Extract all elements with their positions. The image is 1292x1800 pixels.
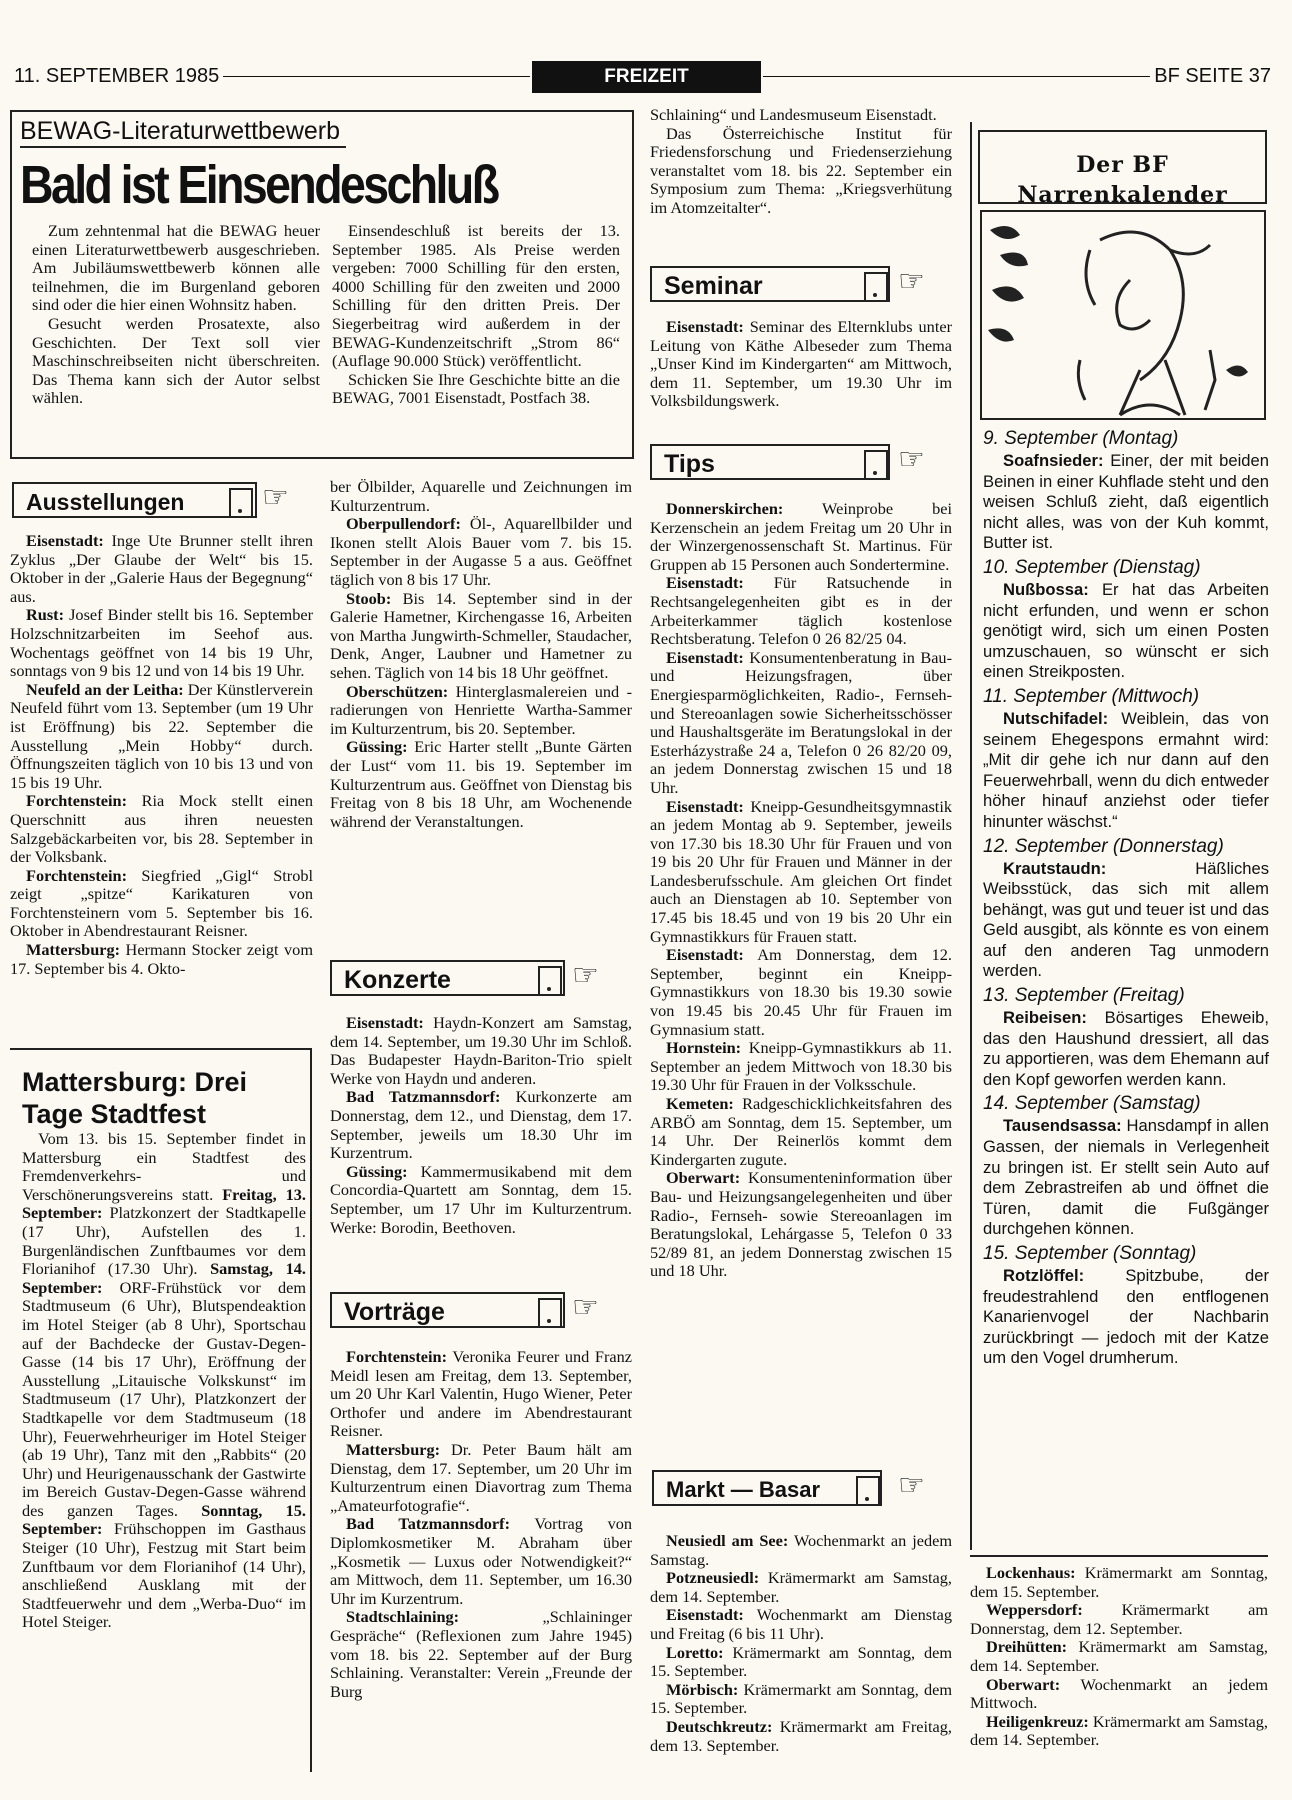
item-text: Wochenmarkt an jedem Mittwoch. bbox=[970, 1674, 1268, 1713]
kalender-definition: Hansdampf in allen Gassen, der niemals in Verlegenheit zu bringen ist. Er stellt sein Auto auf dem Zebrastreifen ab und öffnet die Türen, damit die Fußgänger durchgehen können. bbox=[983, 1116, 1269, 1239]
place-name: Heiligenkreuz: bbox=[986, 1711, 1089, 1731]
pointing-hand-icon: ☞ bbox=[572, 958, 599, 993]
kalender-text bbox=[983, 580, 1269, 683]
place-name: Güssing: bbox=[346, 1161, 408, 1181]
place-name: Stoob: bbox=[346, 588, 392, 608]
place-name: Mörbisch: bbox=[666, 1679, 739, 1699]
place-name: Eisenstadt: bbox=[666, 1605, 744, 1625]
label-square-icon bbox=[864, 272, 888, 302]
item-text: Konsumenteninformation über Bau- und Heizungsangelegenheiten und über Radio-, Fernseh- sowie Stereoanlagen im Beratungslokal, Lehárgasse 5, Telefon 0 33 52/89 81, an jedem Donnerstag zwischen 15 und 18 Uhr. bbox=[650, 1168, 952, 1281]
list-item bbox=[650, 574, 952, 648]
vortraege-list bbox=[330, 1348, 632, 1701]
bewag-col-right bbox=[332, 222, 620, 408]
mattersburg-headline: Mattersburg: Drei Tage Stadtfest bbox=[22, 1067, 248, 1129]
bewag-article bbox=[10, 110, 634, 459]
bewag-kicker: BEWAG-Literaturwettbewerb bbox=[20, 116, 346, 148]
place-name: Donnerskirchen: bbox=[666, 499, 784, 518]
list-item bbox=[10, 606, 313, 680]
place-name: Mattersburg: bbox=[346, 1439, 441, 1459]
place-name: Deutschkreutz: bbox=[666, 1716, 773, 1736]
day-saturday: Samstag, 14. September: bbox=[22, 1259, 306, 1297]
list-item bbox=[330, 1608, 632, 1701]
kalender-day: 9. September (Montag) bbox=[983, 428, 1179, 449]
label-text: Seminar bbox=[664, 272, 763, 300]
pointing-hand-icon: ☞ bbox=[572, 1290, 599, 1325]
item-text: Für Ratsuchende in Rechtsangelegenheiten gibt es in der Arbeiterkammer täglich kostenlose Rechtsberatung. Telefon 0 26 82/25 04. bbox=[650, 573, 952, 649]
list-item bbox=[330, 515, 632, 589]
kalender-text bbox=[983, 859, 1269, 983]
bewag-paragraph: Zum zehntenmal hat die BEWAG heuer einen Literaturwettbewerb ausgeschrieben. Am Jubiläumswettbewerb können alle teilnehmen, die im Burgenland geboren sind oder die hier einen Wohnsitz haben. bbox=[32, 221, 320, 315]
label-text: Vorträge bbox=[344, 1298, 445, 1326]
kalender-day: 12. September (Donnerstag) bbox=[983, 835, 1224, 857]
label-tips bbox=[650, 444, 890, 480]
kalender-word: Nußbossa: bbox=[1003, 579, 1089, 599]
label-text: Markt — Basar bbox=[666, 1477, 821, 1502]
kalender-word: Reibeisen: bbox=[1003, 1008, 1087, 1028]
ausstellungen-col2 bbox=[330, 478, 632, 831]
friday-text: Platzkonzert der Stadtkapelle (17 Uhr), Aufstellen des 1. Burgenländischen Zunftbaumes vor dem Florianihof (17.30 Uhr). bbox=[22, 1203, 306, 1279]
place-name: Eisenstadt: bbox=[666, 945, 744, 965]
kalender-definition: Spitzbube, der freudestrahlend den entflogenen Kanarienvogel der Nachbarin zurückbringt — jedoch mit der Katze um den Vogel drumherum. bbox=[983, 1266, 1269, 1368]
place-name: Forchtenstein: bbox=[346, 1347, 447, 1366]
bewag-paragraph: Schicken Sie Ihre Geschichte bitte an die BEWAG, 7001 Eisenstadt, Postfach 38. bbox=[332, 369, 620, 408]
kalender-text bbox=[983, 451, 1269, 554]
kalender-definition: Bösartiges Eheweib, das den Haushund dressiert, all das zu apportieren, was dem Ehemann auf den Kopf geworfen werden kann. bbox=[983, 1008, 1269, 1089]
list-item bbox=[330, 738, 632, 831]
item-text: Das Österreichische Institut für Friedensforschung und Friedenserziehung veranstaltet vom 18. bis 22. September ein Symposium zum Thema: „Kriegsverhütung im Atomzeitalter“. bbox=[650, 123, 952, 217]
item-text: Krämermarkt am Samstag, dem 14. September. bbox=[970, 1637, 1268, 1675]
place-name: Dreihütten: bbox=[986, 1637, 1068, 1657]
place-name: Forchtenstein: bbox=[26, 865, 127, 885]
kalender-day: 15. September (Sonntag) bbox=[983, 1243, 1197, 1264]
kalender-entry bbox=[983, 556, 1269, 683]
list-item bbox=[650, 500, 952, 574]
kalender-entry bbox=[983, 685, 1269, 833]
section-title: FREIZEIT bbox=[532, 61, 761, 93]
item-text: Josef Binder stellt bis 16. September Holzschnitzarbeiten im Seehof aus. Wochentags geöffnet von 14 bis 19 Uhr, sonntags von 9 bis 12 und von 14 bis 19 Uhr. bbox=[10, 605, 313, 681]
item-text: Konsumentenberatung in Bau- und Heizungsfragen, über Energiesparmöglichkeiten, Radio-, Fernseh- und Stereoanlagen sowie Sicherheitsschösser und Haushaltsgeräte im Beratungslokal in der Esterházystraße 24 a, Telefon 0 26 82/20 09, an jedem Donnerstag zwischen 15 und 18 Uhr. bbox=[650, 647, 952, 797]
item-text: Öl-, Aquarellbilder und Ikonen stellt Alois Bauer vom 7. bis 15. September in der Augasse 5 a aus. Geöffnet täglich von 8 bis 17 Uhr. bbox=[330, 514, 632, 589]
pointing-hand-icon: ☞ bbox=[898, 1468, 925, 1503]
place-name: Mattersburg: bbox=[26, 940, 121, 960]
day-friday: Freitag, 13. September: bbox=[22, 1184, 306, 1223]
col4-divider bbox=[970, 1555, 1268, 1557]
list-item bbox=[10, 681, 313, 793]
item-text: Hermann Stocker zeigt vom 17. September bis 4. Okto- bbox=[10, 940, 313, 978]
place-name: Neusiedl am See: bbox=[666, 1531, 789, 1550]
place-name: Loretto: bbox=[666, 1642, 724, 1662]
ausstellungen-col1 bbox=[10, 532, 313, 978]
kalender-entry bbox=[983, 1092, 1269, 1240]
label-square-icon bbox=[538, 966, 562, 996]
kalender-day: 11. September (Mittwoch) bbox=[983, 685, 1200, 707]
list-item bbox=[650, 1569, 952, 1606]
item-text: Krämermarkt am Sonntag, dem 15. September. bbox=[970, 1563, 1268, 1601]
kalender-definition: Einer, der mit beiden Beinen in einer Kuhflade steht und den weisen Schluß zieht, daß eigentlich nicht alles, was von der Kuh kommt, Butter ist. bbox=[983, 451, 1269, 553]
item-text: „Schlaininger Gespräche“ (Reflexionen zum Jahre 1945) vom 18. bis 22. September auf der Burg Schlaining. Veranstalter: Verein „Freunde der Burg bbox=[330, 1607, 632, 1701]
item-text: Siegfried „Gigl“ Strobl zeigt „spitze“ Karikaturen von Forchtensteinern vom 5. September bis 16. Oktober in Abendrestaurant Reisner. bbox=[10, 865, 313, 941]
list-item bbox=[330, 1163, 632, 1237]
list-item bbox=[650, 1169, 952, 1281]
kalender-text bbox=[983, 1116, 1269, 1240]
konzerte-list bbox=[330, 1014, 632, 1237]
item-text: Der Künstlerverein Neufeld führt vom 13. September (um 19 Uhr ist Eröffnung) bis 22. September die Ausstellung „Mein Hobby“ durch. Öffnungszeiten täglich von 10 bis 13 und von 15 bis 19 Uhr. bbox=[10, 679, 313, 792]
place-name: Potzneusiedl: bbox=[666, 1568, 760, 1588]
label-square-icon bbox=[538, 1298, 562, 1328]
item-text: Hinterglasmalereien und -radierungen von Henriette Wartha-Sammer im Kulturzentrum, bis 20. September. bbox=[330, 681, 632, 738]
list-item bbox=[650, 1039, 952, 1095]
narrenkalender-entries bbox=[983, 425, 1269, 1369]
item-text: Inge Ute Brunner stellt ihren Zyklus „Der Glaube der Welt“ bis 15. Oktober in der „Galerie Haus der Begegnung“ aus. bbox=[10, 531, 313, 606]
kalender-entry bbox=[983, 984, 1269, 1090]
kalender-day: 13. September (Freitag) bbox=[983, 985, 1185, 1007]
page-header bbox=[10, 64, 1275, 88]
place-name: Eisenstadt: bbox=[666, 317, 744, 336]
item-text: Kneipp-Gesundheitsgymnastik an jedem Montag ab 9. September, jeweils von 17.30 bis 18.30 Uhr für Frauen und von 19 bis 20 Uhr für Frauen und Männer in der Landesberufsschule. Am gleichen Ort findet auch an Dienstagen ab 10. September von 17.45 bis 18.45 und von 19 bis 20 Uhr ein Gymnastikkurs für Frauen statt. bbox=[650, 796, 952, 946]
label-seminar bbox=[650, 266, 890, 302]
item-text: Krämermarkt am Sonntag, dem 15. September. bbox=[650, 1642, 952, 1681]
item-text: Kneipp-Gymnastikkurs ab 11. September an jedem Mittwoch von 18.30 bis 19.30 Uhr für Frauen in der Volksschule. bbox=[650, 1038, 952, 1095]
list-item bbox=[10, 532, 313, 606]
item-text: Bis 14. September sind in der Galerie Hametner, Kirchengasse 16, Arbeiten von Martha Jungwirth-Schmeller, Staudacher, Denk, Anger, Laubner und Hametner zu sehen. Täglich von 14 bis 18 Uhr geöffnet. bbox=[330, 588, 632, 682]
label-markt bbox=[652, 1470, 882, 1506]
label-square-icon bbox=[856, 1476, 880, 1506]
item-text: Ria Mock stellt einen Querschnitt aus ihren neuesten Salzgebäckarbeiten vor, bis 28. September in der Volksbank. bbox=[10, 791, 313, 867]
label-ausstellungen bbox=[12, 482, 257, 518]
bewag-headline: Bald ist Einsendeschluß bbox=[20, 155, 498, 215]
kalender-text bbox=[983, 1008, 1269, 1090]
place-name: Lockenhaus: bbox=[986, 1563, 1076, 1582]
pointing-hand-icon: ☞ bbox=[262, 480, 289, 515]
narrenkalender-illustration bbox=[980, 210, 1266, 420]
item-text: Krämermarkt am Donnerstag, dem 12. September. bbox=[970, 1600, 1268, 1638]
item-text: Dr. Peter Baum hält am Dienstag, dem 17. September, um 20 Uhr im Kulturzentrum einen Diavortrag zum Thema „Amateurfotografie“. bbox=[330, 1439, 632, 1515]
place-name: Forchtenstein: bbox=[26, 791, 127, 811]
sunday-text: Frühschoppen im Gasthaus Steiger (10 Uhr), Festzug mit Start beim Zunftbaum vor dem Florianihof (14 Uhr), anschließend Ausklang mit der Stadtfeuerwehr und dem „Werba-Duo“ im Hotel Steiger. bbox=[22, 1519, 306, 1632]
saturday-text: ORF-Frühstück vor dem Stadtmuseum (6 Uhr), Blutspendeaktion im Hotel Steiger (ab 8 Uhr), Sportschau auf der Bachdecke der Gustav-Degen-Gasse (14 bis 17 Uhr), Eröffnung der Ausstellung „Litauische Volkskunst“ im Stadtmuseum (17 Uhr), Platzkonzert der Stadtkapelle vor dem Stadtmuseum (18 Uhr), Feuerwehrheuriger im Hotel Steiger (ab 19 Uhr), Tanz mit den „Rabbits“ (20 Uhr) und Heurigenausschank der Gastwirte im Bereich Gustav-Degen-Gasse während des ganzen Tages. bbox=[22, 1277, 306, 1520]
col3-top bbox=[650, 106, 952, 218]
kalender-word: Rotzlöffel: bbox=[1003, 1266, 1085, 1285]
kalender-day: 10. September (Dienstag) bbox=[983, 556, 1201, 578]
list-item bbox=[330, 1088, 632, 1162]
item-text: Eric Harter stellt „Bunte Gärten der Lust“ vom 11. bis 19. September im Kulturzentrum aus. Geöffnet von Dienstag bis Freitag von 8 bis 18 Uhr, am Wochenende während der Veranstaltungen. bbox=[330, 737, 632, 831]
item-text: Krämermarkt am Samstag, dem 14. September. bbox=[970, 1711, 1268, 1750]
place-name: Weppersdorf: bbox=[986, 1600, 1083, 1620]
list-item bbox=[650, 318, 952, 411]
item-text: Seminar des Elternklubs unter Leitung von Käthe Albeseder zum Thema „Unser Kind im Kindergarten“ am Mittwoch, dem 11. September, um 19.30 Uhr im Volksbildungswerk. bbox=[650, 317, 952, 411]
kalender-definition: Weiblein, das von seinem Ehegespons ermahnt wird: „Mit dir gehe ich nur dann auf den Feuerwehrball, wenn du dich entweder höher hinauf anziehst oder tiefer hinunter wäschst.“ bbox=[983, 708, 1269, 831]
place-name: Eisenstadt: bbox=[666, 647, 744, 667]
mattersburg-body bbox=[22, 1130, 306, 1632]
list-item bbox=[650, 649, 952, 798]
label-square-icon bbox=[229, 488, 253, 518]
list-item bbox=[330, 1441, 632, 1515]
item-text: Kammermusikabend mit dem Concordia-Quartett am Sonntag, dem 15. September, um 17 Uhr im Kulturzentrum. Werke: Borodin, Beethoven. bbox=[330, 1161, 632, 1237]
place-name: Neufeld an der Leitha: bbox=[26, 679, 184, 699]
jester-figure-icon bbox=[1078, 232, 1215, 415]
place-name: Oberwart: bbox=[986, 1674, 1061, 1694]
label-konzerte bbox=[330, 960, 565, 996]
item-text: Am Donnerstag, dem 12. September, beginnt ein Kneipp-Gymnastikkurs von 18.30 bis 19.30 sowie von 19.45 bis 20.45 Uhr für Frauen im Gymnasium statt. bbox=[650, 945, 952, 1039]
list-item bbox=[970, 1638, 1268, 1675]
bewag-paragraph: Gesucht werden Prosatexte, also Geschichten. Der Text soll vier Maschinschreibseiten nicht überschreiten. Das Thema kann sich der Autor selbst wählen. bbox=[32, 313, 320, 408]
place-name: Oberschützen: bbox=[346, 681, 449, 701]
list-item bbox=[650, 106, 952, 125]
place-name: Stadtschlaining: bbox=[346, 1607, 460, 1627]
list-item bbox=[650, 125, 952, 218]
place-name: Eisenstadt: bbox=[26, 531, 104, 550]
place-name: Eisenstadt: bbox=[666, 796, 744, 816]
place-name: Oberwart: bbox=[666, 1168, 741, 1188]
pointing-hand-icon: ☞ bbox=[898, 442, 925, 477]
seminar-list bbox=[650, 318, 952, 411]
kalender-word: Soafnsieder: bbox=[1003, 451, 1104, 470]
list-item bbox=[10, 941, 313, 978]
narrenkalender-logo bbox=[978, 130, 1267, 208]
list-item bbox=[650, 1718, 952, 1755]
list-item bbox=[330, 478, 632, 515]
kalender-definition: Er hat das Arbeiten nicht erfunden, und wenn er schon genötigt wird, sich um einen Posten umzuschauen, so wünscht er sich einen Streikposten. bbox=[983, 579, 1269, 682]
item-text: Haydn-Konzert am Samstag, dem 14. September, um 19.30 Uhr im Schloß. Das Budapester Haydn-Bariton-Trio spielt Werke von Haydn und anderen. bbox=[330, 1013, 632, 1088]
place-name: Hornstein: bbox=[666, 1038, 742, 1058]
item-text: Wochenmarkt am Dienstag und Freitag (6 bis 11 Uhr). bbox=[650, 1605, 952, 1643]
place-name: Bad Tatzmannsdorf: bbox=[346, 1514, 510, 1534]
item-text: Krämermarkt am Freitag, dem 13. September. bbox=[650, 1716, 952, 1755]
list-item bbox=[10, 867, 313, 941]
list-item bbox=[650, 1606, 952, 1643]
issue-date: 11. SEPTEMBER 1985 bbox=[10, 64, 223, 88]
place-name: Oberpullendorf: bbox=[346, 514, 461, 534]
logo-text: Der BF Narrenkalender bbox=[1017, 152, 1228, 208]
kalender-entry bbox=[983, 427, 1269, 554]
list-item bbox=[650, 1644, 952, 1681]
illustration-frame bbox=[981, 211, 1265, 419]
item-text: Veronika Feurer und Franz Meidl lesen am Freitag, dem 13. September, um 20 Uhr Karl Valentin, Hugo Wiener, Peter Orthofer und andere im Abendrestaurant Reisner. bbox=[330, 1347, 632, 1441]
kalender-word: Krautstaudn: bbox=[1003, 858, 1107, 878]
bewag-paragraph: Einsendeschluß ist bereits der 13. September 1985. Als Preise werden vergeben: 7000 Schilling für den ersten, 4000 Schilling für den zweiten und 2000 Schilling für den dritten Preis. Der Siegerbeitrag wird außerdem in der BEWAG-Kundenzeitschrift „Strom 86“ (Auflage 90.000 Stück) veröffentlicht. bbox=[332, 221, 620, 371]
list-item bbox=[970, 1601, 1268, 1638]
label-square-icon bbox=[864, 450, 888, 480]
place-name: Bad Tatzmannsdorf: bbox=[346, 1087, 501, 1107]
list-item bbox=[330, 683, 632, 739]
item-text: Vortrag von Diplomkosmetiker M. Abraham über „Kosmetik — Luxus oder Notwendigkeit?“ am Mittwoch, dem 11. September, um 16.30 Uhr im Kurzentrum. bbox=[330, 1514, 632, 1608]
list-item bbox=[650, 798, 952, 947]
mattersburg-article bbox=[10, 1048, 312, 1772]
bewag-col-left bbox=[32, 222, 320, 408]
list-item bbox=[650, 1532, 952, 1569]
kalender-word: Nutschifadel: bbox=[1003, 708, 1109, 728]
item-text: Wochenmarkt an jedem Samstag. bbox=[650, 1531, 952, 1569]
list-item bbox=[330, 1515, 632, 1608]
place-name: Rust: bbox=[26, 605, 64, 625]
list-item bbox=[650, 1681, 952, 1718]
day-sunday: Sonntag, 15. September: bbox=[22, 1500, 306, 1539]
list-item bbox=[330, 1014, 632, 1088]
item-text: Krämermarkt am Sonntag, dem 15. September. bbox=[650, 1679, 952, 1718]
list-item bbox=[970, 1713, 1268, 1750]
markt-list-2 bbox=[970, 1564, 1268, 1750]
item-text: Weinprobe bei Kerzenschein an jedem Freitag um 20 Uhr in der Winzergenossenschaft St. Martinus. Für Gruppen ab 15 Personen auch Sondertermine. bbox=[650, 499, 952, 574]
list-item bbox=[650, 1095, 952, 1169]
place-name: Eisenstadt: bbox=[666, 573, 744, 593]
list-item bbox=[330, 1348, 632, 1441]
pointing-hand-icon: ☞ bbox=[898, 264, 925, 299]
label-text: Konzerte bbox=[344, 966, 451, 994]
tips-list bbox=[650, 500, 952, 1281]
place-name: Kemeten: bbox=[666, 1094, 734, 1113]
place-name: Güssing: bbox=[346, 737, 408, 757]
item-text: Kurkonzerte am Donnerstag, dem 12., und Dienstag, dem 17. September, jeweils um 18.30 Uhr im Kurzentrum. bbox=[330, 1087, 632, 1163]
kalender-definition: Häßliches Weibsstück, das sich mit allem behängt, was gut und teuer ist und das Geld ausgibt, als könnte es von einem auf den anderen Tag unmodern werden. bbox=[983, 858, 1269, 981]
list-item bbox=[650, 946, 952, 1039]
item-text: Radgeschicklichkeitsfahren des ARBÖ am Sonntag, dem 15. September, um 14 Uhr. Der Reinerlös kommt dem Kindergarten zugute. bbox=[650, 1094, 952, 1169]
item-text: Schlaining“ und Landesmuseum Eisenstadt. bbox=[650, 105, 937, 124]
kalender-text bbox=[983, 709, 1269, 833]
label-text: Ausstellungen bbox=[26, 489, 185, 515]
kalender-entry bbox=[983, 835, 1269, 983]
list-item bbox=[330, 590, 632, 683]
label-vortraege bbox=[330, 1292, 565, 1328]
place-name: Eisenstadt: bbox=[346, 1013, 424, 1032]
kalender-word: Tausendsassa: bbox=[1003, 1116, 1122, 1136]
item-text: ber Ölbilder, Aquarelle und Zeichnungen im Kulturzentrum. bbox=[330, 477, 632, 515]
kalender-day: 14. September (Samstag) bbox=[983, 1093, 1201, 1115]
mattersburg-text bbox=[22, 1130, 306, 1632]
kalender-entry bbox=[983, 1242, 1269, 1369]
list-item bbox=[970, 1676, 1268, 1713]
page-number: BF SEITE 37 bbox=[1150, 64, 1275, 88]
intro-text: Vom 13. bis 15. September findet in Mattersburg ein Stadtfest des Fremdenverkehrs- und Verschönerungsvereins statt. bbox=[22, 1129, 306, 1204]
label-text: Tips bbox=[664, 450, 715, 478]
list-item bbox=[970, 1564, 1268, 1601]
item-text: Krämermarkt am Samstag, dem 14. September. bbox=[650, 1568, 952, 1606]
list-item bbox=[10, 792, 313, 866]
markt-list bbox=[650, 1532, 952, 1755]
kalender-text bbox=[983, 1266, 1269, 1369]
